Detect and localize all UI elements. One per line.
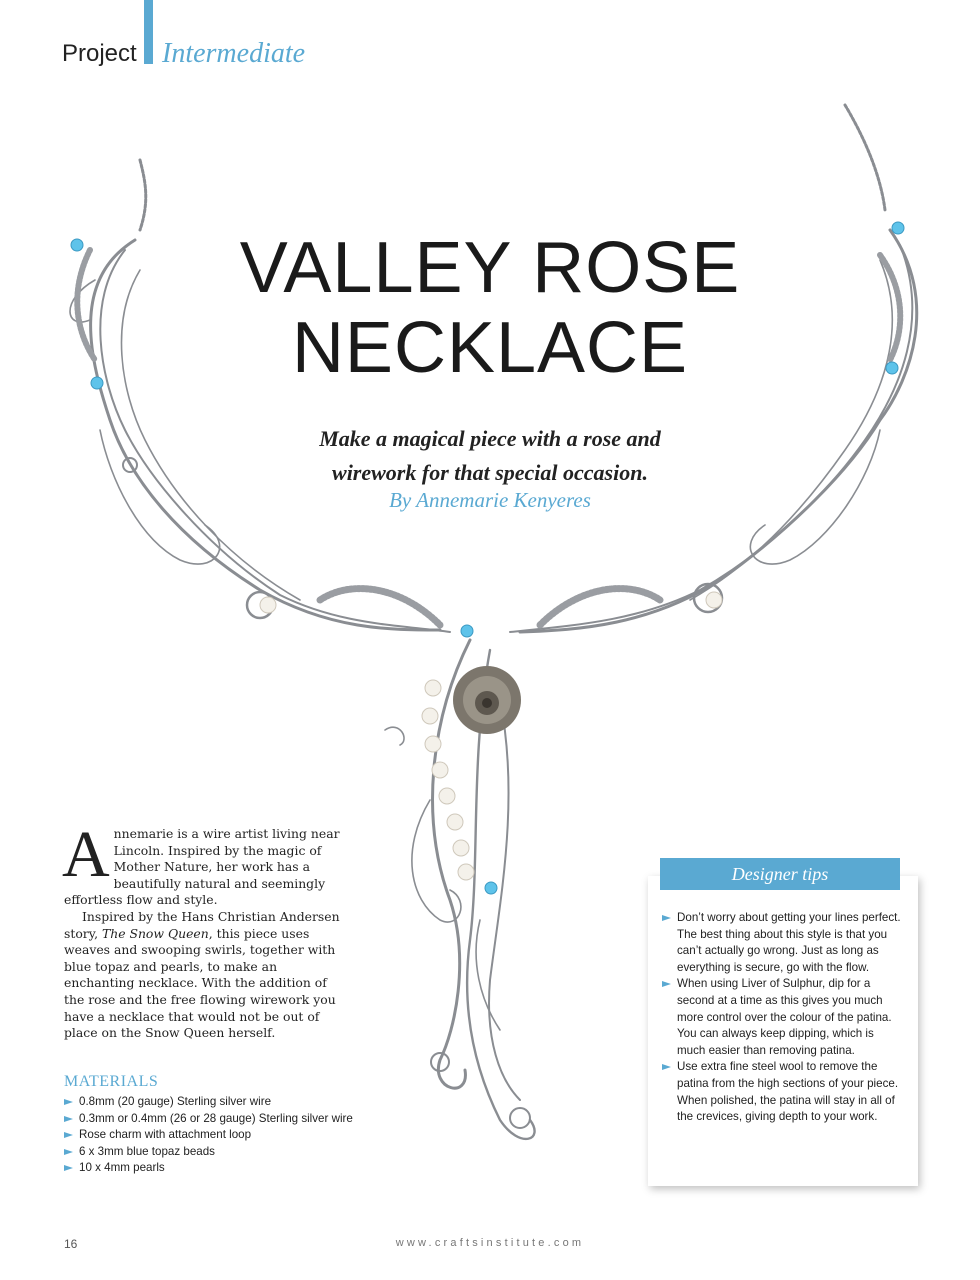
- article-title: [230, 228, 750, 388]
- tip-item: [662, 976, 902, 1059]
- title-line-1: VALLEY ROSE: [239, 228, 741, 308]
- bullet-arrow-icon: [662, 1064, 671, 1070]
- story-title: The Snow Queen: [101, 925, 209, 941]
- materials-item: [64, 1094, 364, 1111]
- rose-charm: [453, 666, 521, 734]
- materials-item: [64, 1160, 364, 1177]
- bullet-arrow-icon: [662, 915, 671, 921]
- page-number: 16: [64, 1237, 78, 1251]
- intro-paragraph-1-text: nnemarie is a wire artist living near Lincoln. Inspired by the magic of Mother Nature, her work has a beautifully natural and seemingly effortless flow and style.: [64, 826, 340, 908]
- drop-cap: A: [62, 818, 110, 891]
- materials-list: [64, 1094, 364, 1177]
- section-label: Project: [62, 40, 137, 67]
- materials-item: [64, 1111, 364, 1128]
- tip-item-text: When using Liver of Sulphur, dip for a second at a time as this gives you much more control over the colour of the patina. You can always keep dipping, which is much easier than removing patina.: [677, 977, 892, 1057]
- bullet-arrow-icon: [64, 1132, 73, 1138]
- bullet-arrow-icon: [662, 981, 671, 987]
- materials-heading: MATERIALS: [64, 1073, 159, 1090]
- article-standfirst: [290, 422, 690, 490]
- title-line-2: NECKLACE: [291, 308, 689, 388]
- author-byline: By Annemarie Kenyeres: [389, 488, 591, 512]
- intro-paragraph-2-rest: , this piece uses weaves and swooping swirls, together with blue topaz and pearls, to make an enchanting necklace. With the addition of the rose and the free flowing wirework you have a necklace that would not be out of place on the Snow Queen herself.: [64, 925, 336, 1041]
- materials-item-text: 6 x 3mm blue topaz beads: [79, 1144, 215, 1158]
- designer-tips-heading: Designer tips: [660, 858, 900, 890]
- materials-item-text: 0.3mm or 0.4mm (26 or 28 gauge) Sterling silver wire: [79, 1111, 353, 1125]
- tip-item: [662, 910, 902, 976]
- intro-paragraph-2: [64, 909, 342, 1042]
- intro-text: [62, 818, 342, 1042]
- materials-item: [64, 1144, 364, 1161]
- materials-item-text: Rose charm with attachment loop: [79, 1128, 252, 1142]
- bullet-arrow-icon: [64, 1116, 73, 1122]
- designer-tips-list: [662, 910, 902, 1126]
- bullet-arrow-icon: [64, 1149, 73, 1155]
- materials-item: [64, 1127, 364, 1144]
- materials-item-text: 0.8mm (20 gauge) Sterling silver wire: [79, 1095, 272, 1108]
- difficulty-level: Intermediate: [162, 38, 306, 69]
- tip-item: [662, 1059, 902, 1125]
- intro-paragraph-2-lead: Inspired by the Hans Christian Andersen story,: [64, 908, 340, 941]
- materials-item-text: 10 x 4mm pearls: [79, 1161, 165, 1175]
- bullet-arrow-icon: [64, 1099, 73, 1105]
- tip-item-text: Don’t worry about getting your lines perfect. The best thing about this style is that you can’t actually go wrong. Just as long as everything is secure, go with the flow.: [677, 911, 901, 974]
- standfirst-line-1: Make a magical piece with a rose and: [319, 426, 661, 451]
- tip-item-text: Use extra fine steel wool to remove the patina from the high sections of your piece. When polished, the patina will stay in all of the crevices, giving depth to your work.: [677, 1060, 899, 1124]
- website-url[interactable]: www.craftsinstitute.com: [395, 1237, 585, 1249]
- bullet-arrow-icon: [64, 1165, 73, 1171]
- intro-paragraph-1: [62, 818, 342, 909]
- standfirst-line-2: wirework for that special occasion.: [332, 460, 648, 485]
